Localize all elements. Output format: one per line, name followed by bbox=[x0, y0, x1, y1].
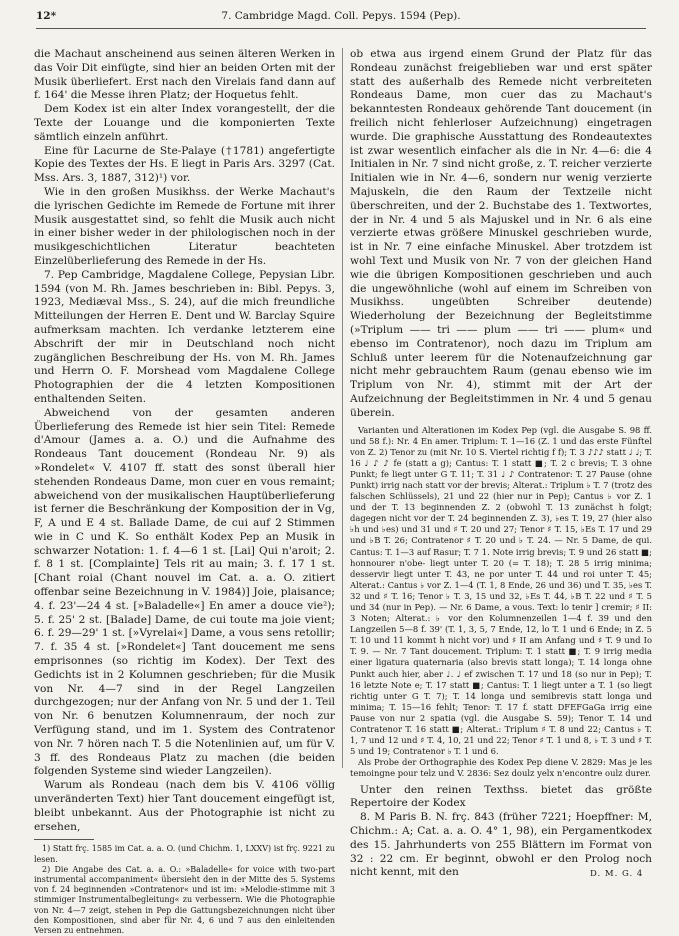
right-column bbox=[350, 48, 652, 898]
footnote: 1) Statt frç. 1585 im Cat. a. a. O. (und Chichm. 1, LXXV) ist frç. 9221 zu lesen. bbox=[34, 844, 335, 864]
variants-paragraph: Varianten und Alterationen im Kodex Pep (vgl. die Ausgabe S. 98 ff. und 58 f.): Nr. 4 En amer. Triplum: T. 1—16 (Z. 1 und das erste Fünftel von Z. 2) Tenor zu (mit Nr. 10 S. Viertel richtig f f); T. 3 ♪♪♪ statt ♩ ♩; T. 16 ♩ ♪ ♪ fe (statt a g); Cantus: T. 1 statt ■; T. 2 c brevis; T. 3 ohne Punkt; fe liegt unter G T. 11; T. 31 ♩ ♪ Contratenor: T. 27 Pause (ohne Punkt) irrig nach statt vor der brevis; Alterat.: Triplum ♭ T. 7 (trotz des falschen Schlüssels), 21 und 22 (hier nur in Pep); Cantus ♭ vor Z. 1 und der T. 13 beginnenden Z. 2 (obwohl T. 13 zunächst h folgt; dagegen nicht vor der T. 24 beginnenden Z. 3), ♭es T. 19, 27 (hier also ♭h und ♭es) und 31 und ♯ T. 20 und 27; Tenor ♯ T. 15, ♭Es T. 17 und 29 und ♭B T. 26; Contratenor ♯ T. 20 und ♭ T. 24. — Nr. 5 Dame, de qui. Cantus: T. 1—3 auf Rasur; T. 7 1. Note irrig brevis; T. 9 und 26 statt ■; honnourer n'obe- liegt unter T. 20 (= T. 18); T. 28 5 irrig minima; desservir liegt unter T. 43, ne por unter T. 44 und roi unter T. 45; Alterat.: Cantus ♭ vor Z. 1—4 (T. 1, 8 Ende, 26 und 36) und T. 35, ♭es T. 32 und ♯ T. 16; Tenor ♭ T. 3, 15 und 32, ♭Es T. 44, ♭B T. 22 und ♯ T. 5 und 34 (nur in Pep). — Nr. 6 Dame, a vous. Text: lo tenir ] cremir; ♯ II: 3 Noten; Alterat.: ♭ vor den Kolumnenzeilen 1—4 f. 39 und den Langzeilen 5—8 f. 39' (T. 1, 3, 5, 7 Ende, 12, lo T. 1 und 6 Ende; in Z. 5 T. 10 und 11 kommt h nicht vor) und ♯ II am Anfang und ♯ T. 9 und Io T. 9. — Nr. 7 Tant doucement. Triplum: T. 1 statt ■; T. 9 irrig media einer ligatura quaternaria (also brevis statt longa); T. 14 longa ohne Punkt auch hier, aber ♩. ♩ ef zwischen T. 17 und 18 (so nur in Pep); T. 16 letzte Note e; T. 17 statt ■; Cantus: T. 1 liegt unter a T. 1 (so liegt richtig unter G T. 7); T. 14 longa und semibrevis statt longa und minima; T. 15—16 fehlt; Tenor: T. 17 f. statt DFEFGaGa irrig eine Pause von nur 2 spatia (vgl. die Ausgabe S. 59); Tenor T. 14 und Contratenor T. 16 statt ■; Alterat.: Triplum ♯ T. 8 und 22; Cantus ♭ T. 1, 7 und 12 und ♯ T. 4, 10, 21 und 22; Tenor ♯ T. 1 und 8, ♭ T. 3 und ♯ T. 5 und 19; Contratenor ♭ T. 1 und 6. bbox=[350, 424, 652, 757]
right-paragraph: Unter den reinen Texthss. bietet das größte Repertoire der Kodex bbox=[350, 783, 652, 810]
left-paragraph: Warum als Rondeau (nach dem bis V. 4106 völlig unveränderten Text) hier Tant doucement eingefügt ist, bleibt unbekannt. Aus der Photographie ist nicht zu ersehen, bbox=[34, 779, 335, 833]
footnote: 2) Die Angabe des Cat. a. a. O.: »Baladelle« for voice with two-part instrumental accompaniment« übersieht den in der Mitte des 5. Systems von f. 24 beginnenden »Contratenor« und ist im: »Melodie-stimme mit 3 stimmiger Instrumentalbegleitung« zu verbessern. Wie die Photographie von Nr. 4—7 zeigt, stehen in Pep die Gattungsbezeichnungen nicht über den Kompositionen, sind aber für Nr. 4, 6 und 7 aus den einleitenden Versen zu entnehmen. bbox=[34, 864, 335, 936]
variants-paragraph: Als Probe der Orthographie des Kodex Pep diene V. 2829: Mas je les temoingne pour telz und V. 2836: Sez doulz yelx n'encontre oulz durer. bbox=[350, 757, 652, 779]
right-paragraph: ob etwa aus irgend einem Grund der Platz für das Rondeau zunächst freigeblieben war und erst später statt des außerhalb des Remede nicht verbreiteten Rondeaus Dame, mon cuer das zu Machaut's bekanntesten Rondeaux gehörende Tant doucement (in freilich nicht fehlerloser Aufzeichnung) eingetragen wurde. Die graphische Ausstattung des Rondeautextes ist zwar wesentlich einfacher als die in Nr. 4—6: die 4 Initialen in Nr. 7 sind nicht große, z. T. reicher verzierte Initialen wie in Nr. 4—6, sondern nur wenig verzierte Majuskeln, die den Raum der Textzeile nicht überschreiten, und der 2. Buchstabe des 1. Textwortes, der in Nr. 4 und 5 als Majuskel und in Nr. 6 als eine verzierte etwas größere Minuskel geschrieben wurde, ist in Nr. 7 eine einfache Minuskel. Aber trotzdem ist wohl Text und Musik von Nr. 7 von der gleichen Hand wie die übrigen Kompositionen geschrieben und auch die ungewöhnliche (wohl auf einem im Schreiben von Musikhss. ungeübten Schreiber deutende) Wiederholung der Bezeichnung der Begleitstimme (»Triplum —— tri —— plum —— tri —— plum« und ebenso im Contratenor), noch dazu im Triplum am Schluß unter leerem für die Notenaufzeichnung gar nicht mehr gebrauchtem Raum (genau ebenso wie im Triplum von Nr. 4), stimmt mit der Art der Aufzeichnung der Begleitstimmen in Nr. 4 und 5 genau überein. bbox=[350, 48, 652, 419]
signature-mark: D. M. G. 4 bbox=[590, 869, 644, 879]
left-paragraph: Wie in den großen Musikhss. der Werke Machaut's die lyrischen Gedichte im Remede de Fortune mit ihrer Musik ausgestattet sind, so fehlt die Musik auch nicht in einer bisher weder in der philologischen noch in der musikgeschichtlichen Literatur beachteten Einzelüberlieferung des Remede in der Hs. bbox=[34, 185, 335, 267]
page-number: 12* bbox=[36, 10, 57, 22]
left-paragraph: Dem Kodex ist ein alter Index vorangestellt, der die Texte der Louange und die komponierten Texte sämtlich einzeln anführt. bbox=[34, 103, 335, 143]
running-title: 7. Cambridge Magd. Coll. Pepys. 1594 (Pep). bbox=[221, 10, 461, 22]
right-paragraph: 8. M Paris B. N. frç. 843 (früher 7221; Hoepffner: M, Chichm.: A; Cat. a. a. O. 4° 1, 98), ein Pergamentkodex des 15. Jahrhunderts von 255 Blättern im Format von 32 : 22 cm. Er beginnt, obwohl er den Prolog noch nicht kennt, mit den bbox=[350, 811, 652, 879]
left-paragraph: Abweichend von der gesamten anderen Überlieferung des Remede ist hier sein Titel: Remede d'Amour (James a. a. O.) und die Aufnahme des Rondeaus Tant doucement (Rondeau Nr. 9) als »Rondelet« V. 4107 ff. statt des sonst überall hier stehenden Rondeaus Dame, mon cuer en vous remaint; abweichend von der musikalischen Hauptüberlieferung ist ferner die Beschränkung der Komposition der in Vg, F, A und E 4 st. Ballade Dame, de cui auf 2 Stimmen wie in C und K. So enthält Kodex Pep an Musik in schwarzer Notation: 1. f. 4—6 1 st. [Lai] Qui n'aroit; 2. f. 8 1 st. [Complainte] Tels rit au main; 3. f. 17 1 st. [Chant roial (Chant nouvel im Cat. a. a. O. zitiert offenbar seine Bezeichnung in V. 1984)] Joie, plaisance; 4. f. 23'—24 4 st. [»Baladelle«] En amer a douce vie²); 5. f. 25' 2 st. [Balade] Dame, de cui toute ma joie vient; 6. f. 29—29' 1 st. [»Vyrelai«] Dame, a vous sens retollir; 7. f. 35 4 st. [»Rondelet«] Tant doucement me sens emprisonnes (so richtig im Kodex). Der Text des Gedichts ist in 2 Kolumnen geschrieben; für die Musik von Nr. 4—7 sind in der Regel Langzeilen durchgezogen; nur der Anfang von Nr. 5 und der 1. Teil von Nr. 6 benutzen Kolumnenraum, der noch zur Verfügung stand, und im 1. System des Contratenor von Nr. 7 hören nach T. 5 die Notenlinien auf, um für V. 3 ff. des Rondeaus Platz zu machen (die beiden folgenden Systeme sind wieder Langzeilen). bbox=[34, 406, 335, 778]
running-header bbox=[36, 10, 646, 26]
left-paragraph: Eine für Lacurne de Ste-Palaye (†1781) angefertigte Kopie des Textes der Hs. E liegt in Paris Ars. 3297 (Cat. Mss. Ars. 3, 1887, 312)¹) vor. bbox=[34, 144, 335, 185]
footnote-rule bbox=[34, 839, 94, 840]
left-paragraph: 7. Pep Cambridge, Magdalene College, Pepysian Libr. 1594 (von M. Rh. James beschrieben in: Bibl. Pepys. 3, 1923, Mediæval Mss., S. 24), auf die mich freundliche Mitteilungen der Herren E. Dent und W. Barclay Squire aufmerksam machten. Ich verdanke letzterem eine Abschrift der mir in Deutschland noch nicht zugänglichen Beschreibung der Hs. von M. Rh. James und Herrn O. F. Morshead vom Magdalene College Photographien der die 4 letzten Kompositionen enthaltenden Seiten. bbox=[34, 268, 335, 405]
header-rule bbox=[36, 28, 646, 29]
column-separator bbox=[342, 48, 343, 768]
left-column bbox=[34, 48, 335, 936]
left-paragraph: die Machaut anscheinend aus seinen älteren Werken in das Voir Dit einfügte, sind hier an beiden Orten mit der Musik überliefert. Erst nach den Virelais fand dann auf f. 164' die Messe ihren Platz; der Hoquetus fehlt. bbox=[34, 48, 335, 102]
